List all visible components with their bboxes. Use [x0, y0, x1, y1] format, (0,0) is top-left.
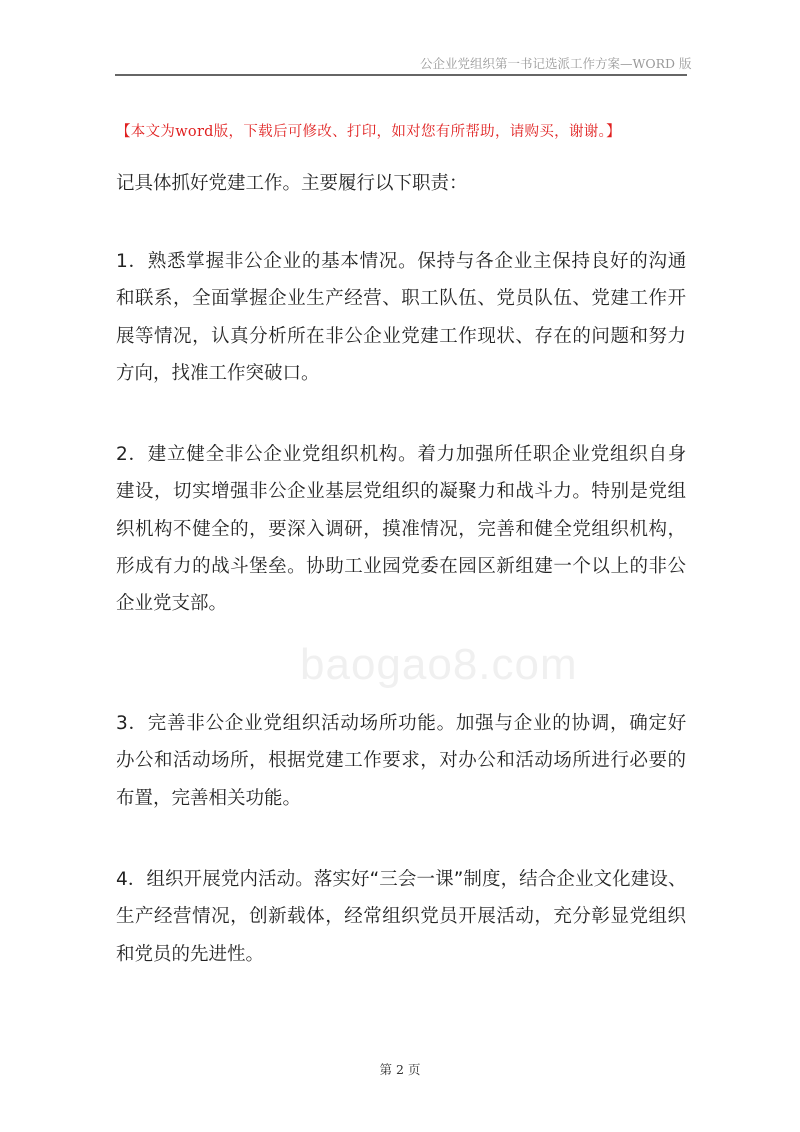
paragraph-line: 建设，切实增强非公企业基层党组织的凝聚力和战斗力。特别是党组	[116, 481, 687, 502]
paragraph-line: 3．完善非公企业党组织活动场所功能。加强与企业的协调，确定好	[116, 713, 688, 734]
paragraph-line: 布置，完善相关功能。	[116, 788, 302, 809]
paragraph-line: 记具体抓好党建工作。主要履行以下职责：	[116, 173, 468, 194]
paragraph-line: 方向，找准工作突破口。	[116, 363, 320, 384]
paragraph-line: 2．建立健全非公企业党组织机构。着力加强所任职企业党组织自身	[116, 444, 688, 465]
watermark: baogao8.com	[300, 640, 578, 689]
paragraph-line: 企业党支部。	[116, 593, 228, 614]
paragraph-line: 生产经营情况，创新载体，经常组织党员开展活动，充分彰显党组织	[116, 906, 687, 927]
paragraph-line: 办公和活动场所，根据党建工作要求，对办公和活动场所进行必要的	[116, 750, 687, 771]
paragraph-line: 形成有力的战斗堡垒。协助工业园党委在园区新组建一个以上的非公	[116, 556, 687, 577]
paragraph-line: 和党员的先进性。	[116, 944, 265, 965]
purchase-notice: 【本文为word版，下载后可修改、打印，如对您有所帮助，请购买，谢谢。】	[116, 124, 621, 140]
paragraph-line: 和联系，全面掌握企业生产经营、职工队伍、党员队伍、党建工作开	[116, 288, 687, 309]
header-divider	[115, 74, 687, 76]
paragraph-line: 4．组织开展党内活动。落实好“三会一课”制度，结合企业文化建设、	[116, 869, 687, 890]
running-header: 公企业党组织第一书记选派工作方案—WORD 版	[420, 56, 692, 71]
paragraph-line: 展等情况，认真分析所在非公企业党建工作现状、存在的问题和努力	[116, 326, 687, 347]
paragraph-line: 1．熟悉掌握非公企业的基本情况。保持与各企业主保持良好的沟通	[116, 251, 688, 272]
paragraph-line: 织机构不健全的，要深入调研，摸准情况，完善和健全党组织机构，	[116, 519, 687, 540]
page-number: 第 2 页	[379, 1062, 421, 1077]
